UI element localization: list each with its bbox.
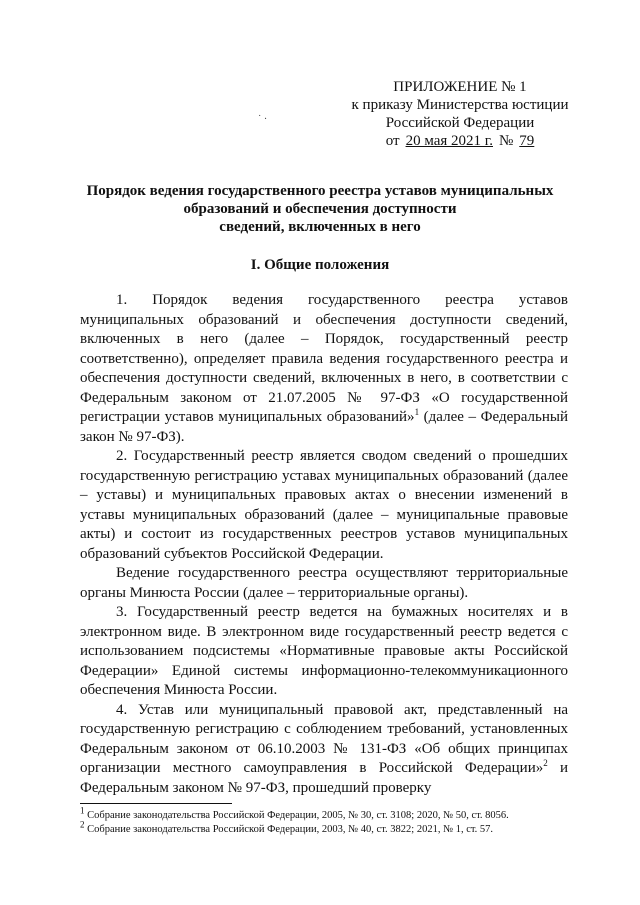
footnote-1-text: Собрание законодательства Российской Федерации, 2005, № 30, ст. 3108; 2020, № 50, ст. 8056. bbox=[84, 810, 509, 821]
paragraph-3: Ведение государственного реестра осуществляют территориальные органы Минюста России (далее – территориальные органы). bbox=[80, 565, 568, 601]
footnote-ref-1: 1 bbox=[414, 407, 420, 417]
paragraph-5 bbox=[80, 701, 568, 799]
title-line-2: образований и обеспечения доступности bbox=[183, 201, 457, 217]
scan-specks: ˙ · bbox=[258, 114, 268, 125]
appendix-date-line bbox=[340, 132, 580, 150]
section-heading: I. Общие положения bbox=[250, 257, 390, 273]
appendix-order-ref: к приказу Министерства юстиции bbox=[351, 97, 569, 113]
appendix-ministry: Российской Федерации bbox=[385, 115, 535, 131]
footnote-1-number: 1 bbox=[80, 805, 85, 816]
paragraph-2: 2. Государственный реестр является сводом сведений о прошедших государственную регистрацию уставах муниципальных образований (далее – уставы) и муниципальных правовых актах о внесении изменений в уставы муниципальных образований (далее – муниципальные правовые акты) и состоит из государственных реестров уставов муниципальных образований субъектов Российской Федерации. bbox=[80, 448, 568, 562]
footnote-divider bbox=[80, 803, 232, 804]
footnote-2-number: 2 bbox=[80, 819, 85, 830]
paragraph-5-tail: и Федеральным законом № 97-ФЗ, прошедший проверку bbox=[80, 760, 568, 796]
paragraph-1 bbox=[80, 291, 568, 447]
title-line-3: сведений, включенных в него bbox=[219, 219, 421, 235]
title-line-1: Порядок ведения государственного реестра уставов муниципальных bbox=[86, 183, 554, 199]
number-prefix: № bbox=[498, 133, 514, 149]
footnote-2-text: Собрание законодательства Российской Федерации, 2003, № 40, ст. 3822; 2021, № 1, ст. 57. bbox=[84, 824, 494, 835]
footnote-1 bbox=[80, 805, 580, 823]
document-body bbox=[80, 291, 568, 798]
footnotes bbox=[80, 805, 580, 837]
paragraph-5-text: 4. Устав или муниципальный правовой акт, представленный на государственную регистрацию с соблюдением требований, установленных Федеральным законом от 06.10.2003 № 131-ФЗ «Об общих принципах организации местного самоуправления в Российской Федерации» bbox=[80, 701, 568, 776]
footnote-ref-2: 2 bbox=[543, 758, 548, 768]
footnote-2 bbox=[80, 819, 580, 837]
document-title bbox=[60, 182, 580, 236]
appendix-number: ПРИЛОЖЕНИЕ № 1 bbox=[393, 79, 527, 95]
order-number: 79 bbox=[519, 133, 535, 149]
paragraph-1-text: 1. Порядок ведения государственного реестра уставов муниципальных образований и обеспечения доступности сведений, включенных в него (далее – Порядок, государственный реестр соответственно), определяет правила ведения государственного реестра и обеспечения доступности сведений, включенных в него, в соответствии с Федеральным законом от 21.07.2005 № 97-ФЗ «О государственной регистрации уставов муниципальных образований» bbox=[80, 292, 568, 425]
paragraph-4: 3. Государственный реестр ведется на бумажных носителях и в электронном виде. В электронном виде государственный реестр ведется с использованием подсистемы «Нормативные правовые акты Российской Федерации» Единой системы информационно-телекоммуникационного обеспечения Минюста России. bbox=[80, 604, 568, 698]
paragraph-1-tail: (далее – Федеральный закон № 97-ФЗ). bbox=[80, 409, 568, 445]
order-date: 20 мая 2021 г. bbox=[405, 133, 493, 149]
date-prefix: от bbox=[385, 133, 400, 149]
appendix-header bbox=[340, 78, 580, 150]
